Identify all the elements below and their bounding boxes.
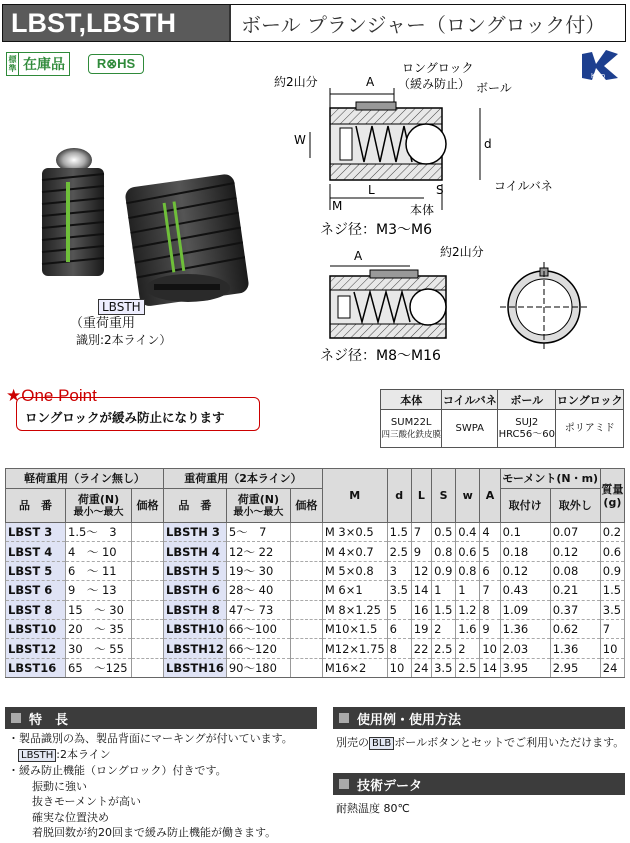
cell-w: 2 bbox=[456, 639, 480, 658]
cell-w: 1.6 bbox=[456, 619, 480, 638]
cell-M: M 6×1 bbox=[322, 581, 387, 600]
cell-S: 2.5 bbox=[432, 639, 456, 658]
head-part1: 品 番 bbox=[6, 489, 66, 523]
feature-sub3: 確実な位置決め bbox=[32, 810, 109, 824]
label-longlock: ロングロック bbox=[402, 61, 474, 75]
cell-w: 0.6 bbox=[456, 542, 480, 561]
table-row bbox=[6, 639, 625, 658]
table-row bbox=[6, 619, 625, 638]
feature-line3: ・緩み防止機能（ロングロック）付きです。 bbox=[8, 764, 227, 777]
cell-d: 10 bbox=[387, 658, 411, 677]
cell-p1: LBST 5 bbox=[6, 561, 66, 580]
table-row bbox=[6, 581, 625, 600]
dim-label-w: W bbox=[294, 133, 306, 147]
cell-S: 3.5 bbox=[432, 658, 456, 677]
label-coil: コイルバネ bbox=[494, 179, 553, 193]
table-row bbox=[6, 542, 625, 561]
cell-l1: 1.5〜 3 bbox=[66, 523, 132, 542]
cell-l1: 15 〜 30 bbox=[66, 600, 132, 619]
square-icon bbox=[11, 713, 21, 723]
cell-p1: LBST 4 bbox=[6, 542, 66, 561]
section-diagram-large bbox=[300, 244, 626, 368]
usage-text: 別売の BLB ボールボタンとセットでご利用いただけます。 bbox=[336, 736, 625, 749]
cell-price2 bbox=[290, 581, 322, 600]
cell-S: 0.5 bbox=[432, 523, 456, 542]
cell-A: 7 bbox=[480, 581, 500, 600]
mat-head-body: 本体 bbox=[381, 390, 442, 410]
cell-l2: 12〜 22 bbox=[226, 542, 290, 561]
tag-lbsth: LBSTH bbox=[18, 749, 56, 762]
dim-label-thread2: 約2山分 bbox=[440, 245, 484, 259]
cell-p2: LBSTH16 bbox=[164, 658, 227, 677]
cell-price2 bbox=[290, 600, 322, 619]
dim-label-m: M bbox=[332, 199, 343, 213]
head-moment: モーメント(N・m) bbox=[500, 469, 600, 489]
cell-t: 0.1 bbox=[500, 523, 550, 542]
cell-L: 22 bbox=[411, 639, 431, 658]
cell-r: 0.37 bbox=[550, 600, 600, 619]
tech-title: 技術データ bbox=[357, 778, 423, 794]
dim-label-thread: 約2山分 bbox=[274, 75, 318, 89]
cell-t: 1.36 bbox=[500, 619, 550, 638]
cell-w: 2.5 bbox=[456, 658, 480, 677]
head-price2: 価格 bbox=[290, 489, 322, 523]
cell-g: 0.6 bbox=[600, 542, 624, 561]
cell-l1: 4 〜 10 bbox=[66, 542, 132, 561]
dim-label-l: L bbox=[368, 183, 375, 197]
cell-A: 6 bbox=[480, 561, 500, 580]
cell-r: 2.95 bbox=[550, 658, 600, 677]
cell-p2: LBSTH 6 bbox=[164, 581, 227, 600]
cell-g: 3.5 bbox=[600, 600, 624, 619]
cell-price1 bbox=[132, 639, 164, 658]
cell-p1: LBST 6 bbox=[6, 581, 66, 600]
cell-L: 14 bbox=[411, 581, 431, 600]
cell-L: 7 bbox=[411, 523, 431, 542]
cell-l2: 28〜 40 bbox=[226, 581, 290, 600]
cell-p2: LBSTH 3 bbox=[164, 523, 227, 542]
cell-L: 9 bbox=[411, 542, 431, 561]
cell-g: 1.5 bbox=[600, 581, 624, 600]
cell-A: 14 bbox=[480, 658, 500, 677]
cell-d: 5 bbox=[387, 600, 411, 619]
cell-g: 0.2 bbox=[600, 523, 624, 542]
cell-r: 0.12 bbox=[550, 542, 600, 561]
cell-p1: LBST12 bbox=[6, 639, 66, 658]
usage-header bbox=[333, 707, 625, 729]
cell-p2: LBSTH12 bbox=[164, 639, 227, 658]
features-list bbox=[8, 731, 293, 841]
cell-g: 7 bbox=[600, 619, 624, 638]
cell-S: 1.5 bbox=[432, 600, 456, 619]
head-d: d bbox=[387, 469, 411, 523]
table-row bbox=[6, 658, 625, 677]
cell-d: 3.5 bbox=[387, 581, 411, 600]
cell-price1 bbox=[132, 600, 164, 619]
onepoint-box: ロングロックが緩み防止になります bbox=[16, 397, 260, 431]
cell-A: 4 bbox=[480, 523, 500, 542]
cell-price1 bbox=[132, 581, 164, 600]
svg-text:Kipp: Kipp bbox=[590, 73, 606, 80]
head-part2: 品 番 bbox=[164, 489, 227, 523]
head-price1: 価格 bbox=[132, 489, 164, 523]
cell-w: 0.4 bbox=[456, 523, 480, 542]
head-s: S bbox=[432, 469, 456, 523]
label-body: 本体 bbox=[410, 203, 435, 217]
cell-M: M 8×1.25 bbox=[322, 600, 387, 619]
table-row bbox=[6, 523, 625, 542]
mat-ball: SUJ2 HRC56〜60 bbox=[498, 410, 556, 448]
plunger-heavy bbox=[124, 173, 250, 307]
label-longlock-sub: （緩み防止） bbox=[398, 77, 471, 91]
onepoint-title: ★One Point bbox=[6, 386, 97, 405]
caption-line1: （重荷重用 bbox=[70, 316, 136, 331]
head-load2: 荷重(N) 最小〜最大 bbox=[226, 489, 290, 523]
feature-sub4: 着脱回数が約20回まで緩み防止機能が働きます。 bbox=[32, 826, 277, 839]
model-title: LBST,LBSTH bbox=[3, 5, 229, 41]
standard-label: 標準 bbox=[7, 53, 19, 75]
cell-price1 bbox=[132, 658, 164, 677]
cell-M: M 4×0.7 bbox=[322, 542, 387, 561]
features-header bbox=[5, 707, 317, 729]
cell-r: 0.21 bbox=[550, 581, 600, 600]
head-remove: 取外し bbox=[550, 489, 600, 523]
tech-text: 耐熱温度 80℃ bbox=[336, 802, 410, 815]
table-row bbox=[6, 600, 625, 619]
cell-w: 1.2 bbox=[456, 600, 480, 619]
cell-L: 12 bbox=[411, 561, 431, 580]
tag-blb: BLB bbox=[369, 737, 394, 750]
cell-l1: 9 〜 13 bbox=[66, 581, 132, 600]
header-bar bbox=[2, 4, 626, 42]
cell-l2: 66〜100 bbox=[226, 619, 290, 638]
cell-M: M 5×0.8 bbox=[322, 561, 387, 580]
usage-title: 使用例・使用方法 bbox=[357, 712, 462, 728]
cell-p2: LBSTH10 bbox=[164, 619, 227, 638]
cell-S: 1 bbox=[432, 581, 456, 600]
dim-label-a2: A bbox=[354, 249, 363, 263]
cell-d: 2.5 bbox=[387, 542, 411, 561]
head-a: A bbox=[480, 469, 500, 523]
cell-S: 0.9 bbox=[432, 561, 456, 580]
cell-d: 3 bbox=[387, 561, 411, 580]
in-stock-label: 在庫品 bbox=[23, 57, 65, 73]
cell-L: 16 bbox=[411, 600, 431, 619]
cell-A: 9 bbox=[480, 619, 500, 638]
head-tighten: 取付け bbox=[500, 489, 550, 523]
cell-price1 bbox=[132, 561, 164, 580]
cell-price1 bbox=[132, 523, 164, 542]
cell-M: M 3×0.5 bbox=[322, 523, 387, 542]
cell-g: 24 bbox=[600, 658, 624, 677]
cell-l2: 66〜120 bbox=[226, 639, 290, 658]
cell-A: 5 bbox=[480, 542, 500, 561]
cell-A: 8 bbox=[480, 600, 500, 619]
cell-price1 bbox=[132, 542, 164, 561]
cell-p1: LBST10 bbox=[6, 619, 66, 638]
mat-head-lock: ロングロック bbox=[556, 390, 624, 410]
cell-l2: 5〜 7 bbox=[226, 523, 290, 542]
plunger-light bbox=[42, 148, 104, 276]
cell-price2 bbox=[290, 658, 322, 677]
cell-t: 0.18 bbox=[500, 542, 550, 561]
cell-M: M16×2 bbox=[322, 658, 387, 677]
tag-desc: :2本ライン bbox=[56, 747, 111, 761]
cell-M: M12×1.75 bbox=[322, 639, 387, 658]
cell-t: 0.12 bbox=[500, 561, 550, 580]
label-ball: ボール bbox=[476, 81, 512, 95]
tech-header bbox=[333, 773, 625, 795]
product-photo bbox=[28, 140, 258, 310]
cell-p2: LBSTH 4 bbox=[164, 542, 227, 561]
mat-head-ball: ボール bbox=[498, 390, 556, 410]
cell-S: 0.8 bbox=[432, 542, 456, 561]
head-heavy: 重荷重用（2本ライン） bbox=[164, 469, 323, 489]
cell-price2 bbox=[290, 619, 322, 638]
lbsth-tag: LBSTH bbox=[98, 299, 145, 315]
cell-price1 bbox=[132, 619, 164, 638]
cell-r: 0.08 bbox=[550, 561, 600, 580]
product-title: ボール プランジャー（ロングロック付） bbox=[229, 5, 625, 41]
mat-head-coil: コイルバネ bbox=[442, 390, 498, 410]
cell-S: 2 bbox=[432, 619, 456, 638]
cell-p1: LBST16 bbox=[6, 658, 66, 677]
cell-d: 6 bbox=[387, 619, 411, 638]
thread-range-1: ネジ径：M3〜M6 bbox=[320, 222, 432, 238]
cell-l2: 47〜 73 bbox=[226, 600, 290, 619]
head-w: w bbox=[456, 469, 480, 523]
cell-r: 0.62 bbox=[550, 619, 600, 638]
cell-p2: LBSTH 5 bbox=[164, 561, 227, 580]
cell-A: 10 bbox=[480, 639, 500, 658]
head-mass: 質量 (g) bbox=[600, 469, 624, 523]
mat-coil: SWPA bbox=[442, 410, 498, 448]
head-light: 軽荷重用（ライン無し） bbox=[6, 469, 164, 489]
cell-t: 1.09 bbox=[500, 600, 550, 619]
cell-price2 bbox=[290, 523, 322, 542]
stock-badge bbox=[6, 52, 70, 76]
feature-sub1: 振動に強い bbox=[32, 779, 87, 793]
mat-body: SUM22L 四三酸化鉄皮膜 bbox=[381, 410, 442, 448]
cell-l1: 30 〜 55 bbox=[66, 639, 132, 658]
cell-p1: LBST 8 bbox=[6, 600, 66, 619]
dim-label-a: A bbox=[366, 75, 375, 89]
cell-l1: 65 〜125 bbox=[66, 658, 132, 677]
cell-g: 10 bbox=[600, 639, 624, 658]
cell-p2: LBSTH 8 bbox=[164, 600, 227, 619]
thread-range-2: ネジ径：M8〜M16 bbox=[320, 348, 441, 364]
cell-t: 2.03 bbox=[500, 639, 550, 658]
features-title: 特 長 bbox=[29, 712, 69, 728]
dim-label-s: S bbox=[436, 183, 444, 197]
square-icon bbox=[339, 779, 349, 789]
rohs-badge: R⊗HS bbox=[88, 54, 144, 74]
cell-M: M10×1.5 bbox=[322, 619, 387, 638]
cell-price2 bbox=[290, 639, 322, 658]
cell-l2: 90〜180 bbox=[226, 658, 290, 677]
materials-table bbox=[380, 389, 624, 448]
cell-g: 0.9 bbox=[600, 561, 624, 580]
cell-price2 bbox=[290, 561, 322, 580]
cell-L: 19 bbox=[411, 619, 431, 638]
feature-line1: ・製品識別の為、製品背面にマーキングが付いています。 bbox=[8, 732, 293, 745]
feature-sub2: 抜きモーメントが高い bbox=[32, 795, 142, 808]
spec-table bbox=[5, 468, 625, 678]
photo-caption bbox=[70, 316, 171, 348]
table-row bbox=[6, 561, 625, 580]
cell-r: 1.36 bbox=[550, 639, 600, 658]
square-icon bbox=[339, 713, 349, 723]
dim-label-d: d bbox=[484, 137, 492, 151]
head-load1: 荷重(N) 最小〜最大 bbox=[66, 489, 132, 523]
cell-r: 0.07 bbox=[550, 523, 600, 542]
cell-t: 0.43 bbox=[500, 581, 550, 600]
cell-w: 0.8 bbox=[456, 561, 480, 580]
cell-d: 8 bbox=[387, 639, 411, 658]
cell-l1: 20 〜 35 bbox=[66, 619, 132, 638]
cell-L: 24 bbox=[411, 658, 431, 677]
cell-l1: 6 〜 11 bbox=[66, 561, 132, 580]
cell-d: 1.5 bbox=[387, 523, 411, 542]
cell-price2 bbox=[290, 542, 322, 561]
cell-p1: LBST 3 bbox=[6, 523, 66, 542]
mat-lock: ポリアミド bbox=[556, 410, 624, 448]
head-l: L bbox=[411, 469, 431, 523]
section-diagram-small bbox=[270, 58, 626, 246]
cell-w: 1 bbox=[456, 581, 480, 600]
head-m: M bbox=[322, 469, 387, 523]
cell-l2: 19〜 30 bbox=[226, 561, 290, 580]
caption-line2: 識別:2本ライン） bbox=[76, 333, 172, 347]
feature-line2 bbox=[8, 747, 293, 764]
cell-t: 3.95 bbox=[500, 658, 550, 677]
